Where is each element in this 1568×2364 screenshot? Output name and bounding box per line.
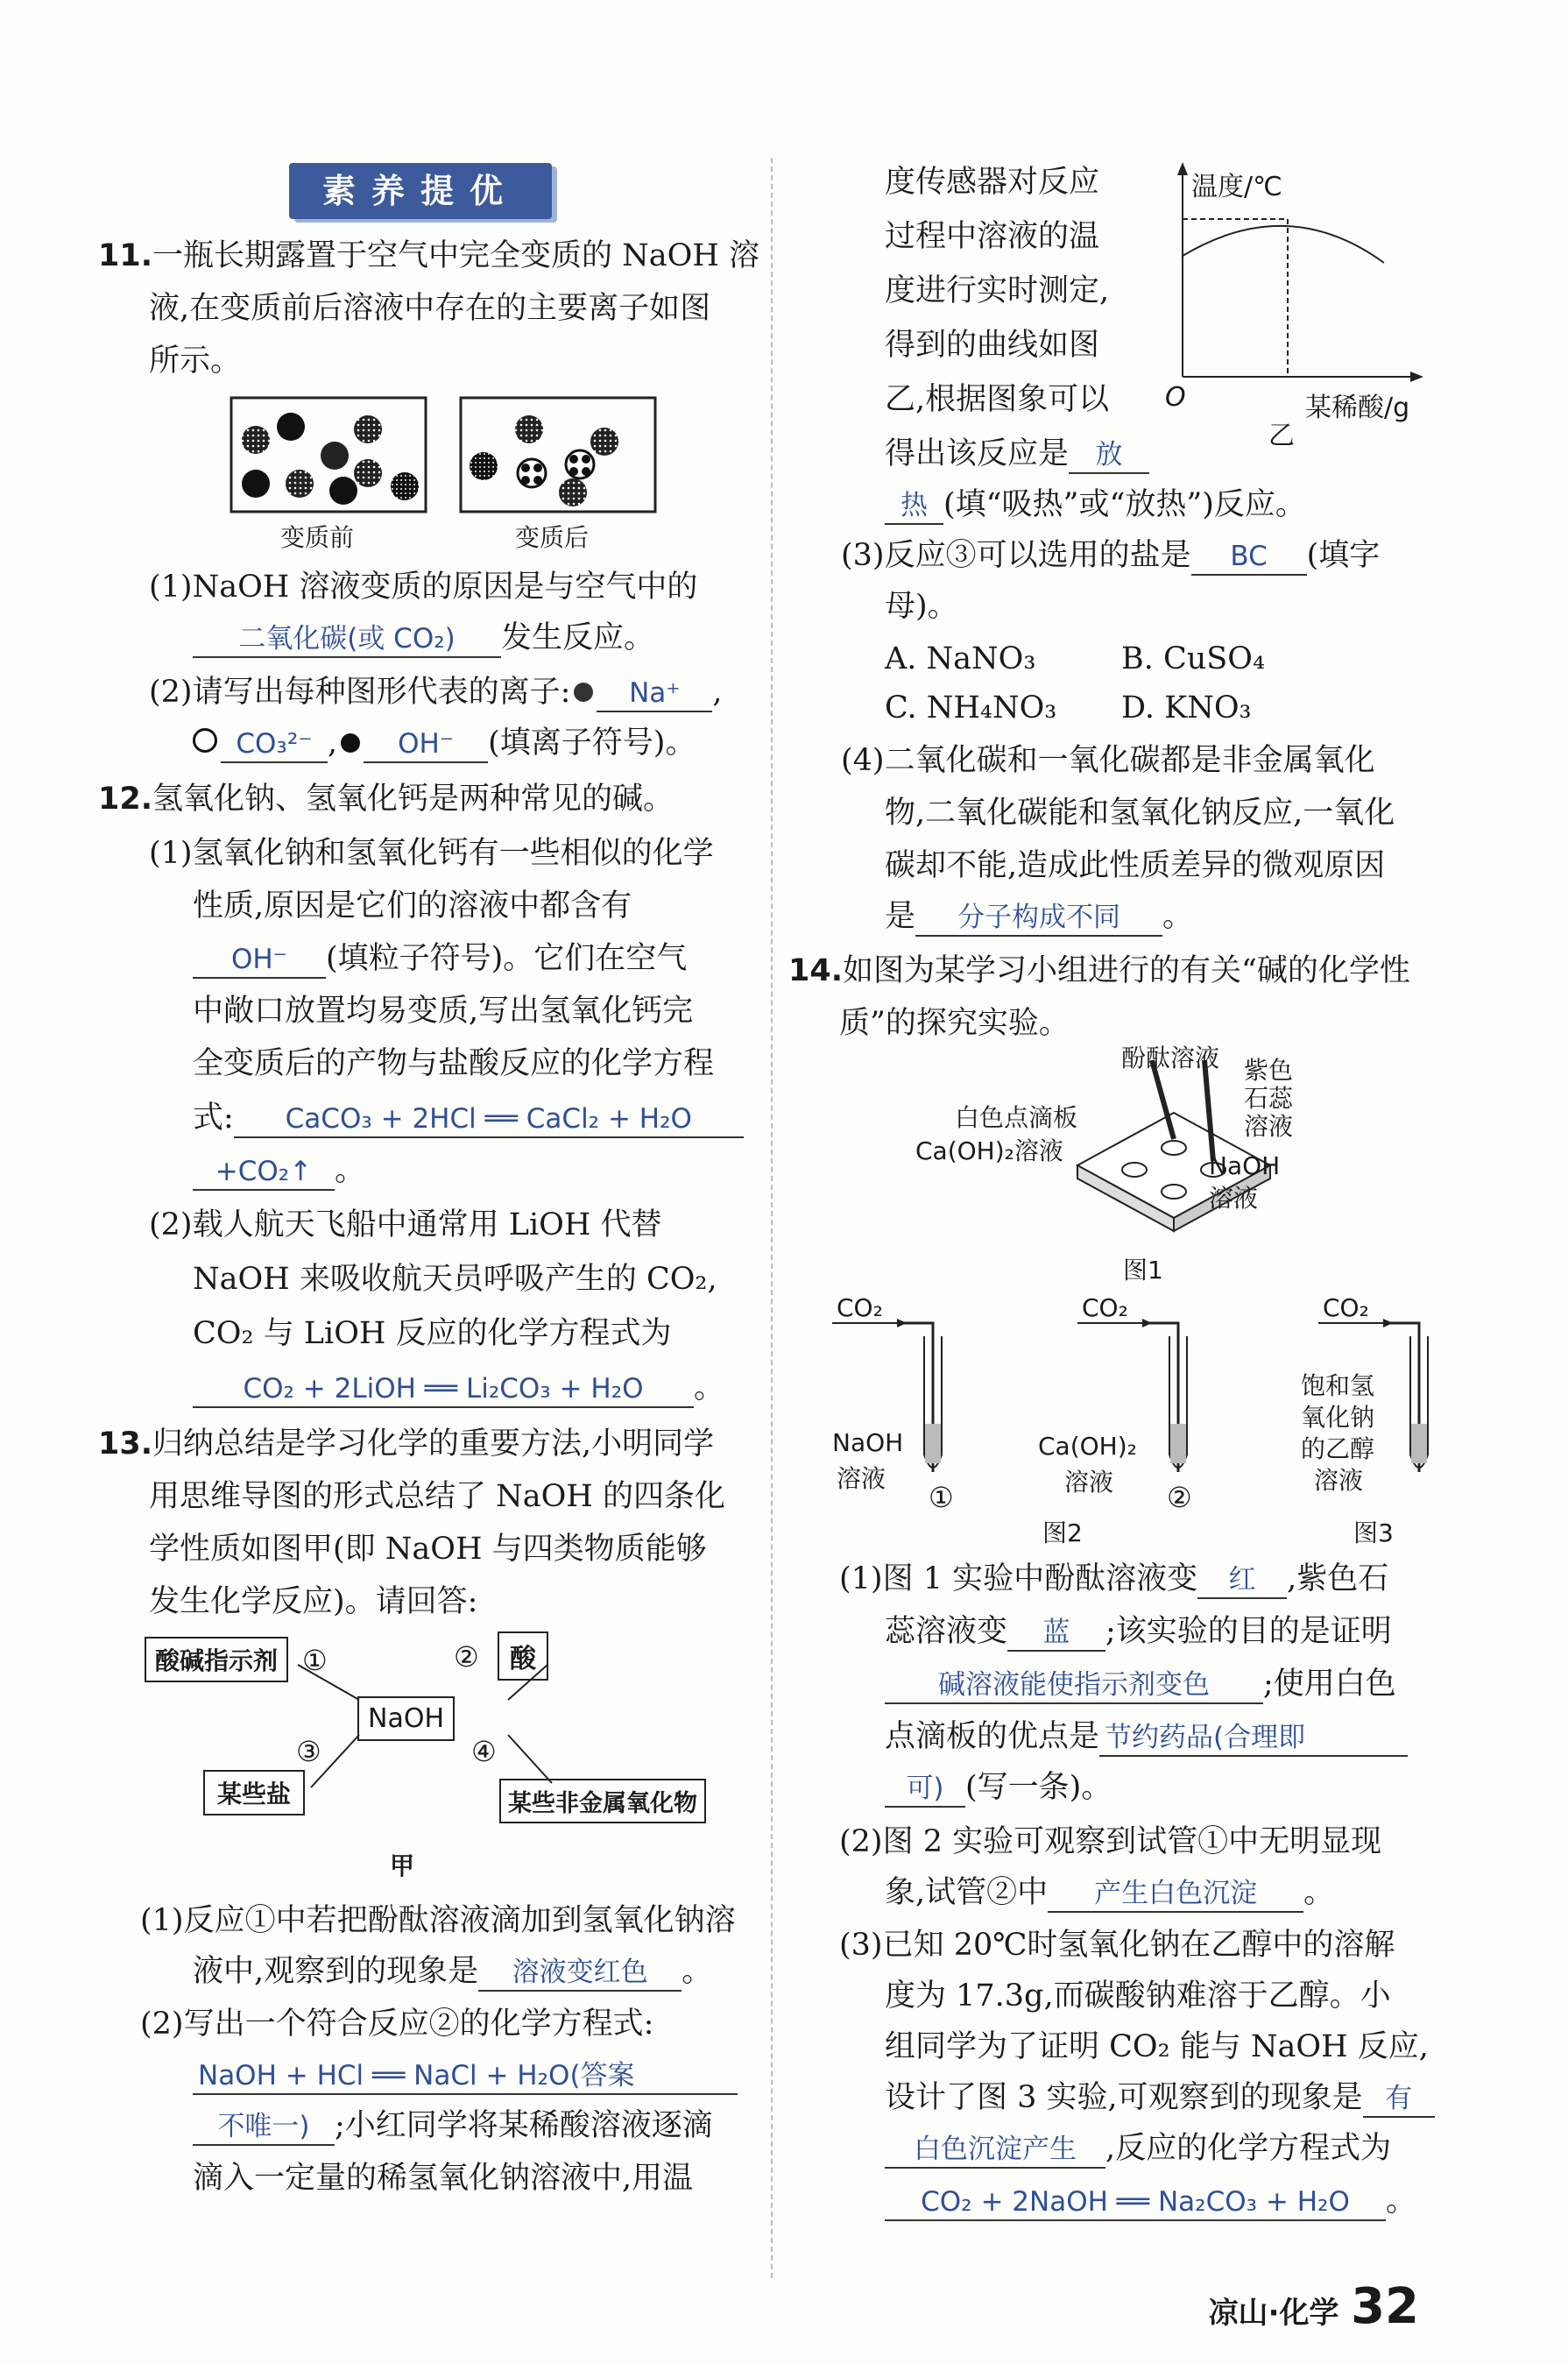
footer-subject: 化学 xyxy=(1279,2296,1339,2331)
q14-stem-l1 xyxy=(788,952,1410,990)
fig-after-label: 变质后 xyxy=(515,523,590,552)
mind-num-1: ① xyxy=(302,1644,328,1677)
q13-right-l5: 乙,根据图象可以 xyxy=(885,382,1110,417)
graph-ylabel: 温度/℃ xyxy=(1191,172,1282,202)
tube3-label-1: 饱和氢 xyxy=(1301,1371,1375,1400)
mind-num-4: ④ xyxy=(471,1735,497,1768)
node-oxide: 某些非金属氧化物 xyxy=(499,1779,706,1823)
q14-p3-text2: ,反应的化学方程式为 xyxy=(1105,2131,1392,2166)
q12-p2-l4: CO₂ + 2LiOH ══ Li₂CO₃ + H₂O 。 xyxy=(193,1369,724,1408)
q11-stem-line1 xyxy=(98,237,759,275)
footer-region: 凉山 xyxy=(1208,2296,1268,2331)
q11-p1: (1)NaOH 溶液变质的原因是与空气中的 xyxy=(149,570,698,605)
dotted-circle-icon xyxy=(193,728,217,753)
q12-p1-equation: CaCO₃ + 2HCl ══ CaCl₂ + H₂O xyxy=(234,1101,744,1138)
hatched-circle-icon xyxy=(574,683,593,702)
fig2-caption: 图2 xyxy=(1042,1518,1083,1547)
q14-p2-text: 象,试管②中 xyxy=(885,1875,1049,1910)
q12-p2-l2: NaOH 来吸收航天员呼吸产生的 CO₂, xyxy=(193,1262,717,1297)
q13-p1-answer: 溶液变红色 xyxy=(478,1955,682,1992)
q11-p2-tail: (填离子符号)。 xyxy=(488,725,696,761)
q13-p4-l3: 碳却不能,造成此性质差异的微观原因 xyxy=(885,848,1386,883)
q13-right-text: 得出该反应是 xyxy=(885,436,1070,471)
q12-p2-l3: CO₂ 与 LiOH 反应的化学方程式为 xyxy=(193,1316,672,1351)
q14-p3-l5 xyxy=(885,2129,1391,2169)
label-litmus-3: 溶液 xyxy=(1244,1112,1294,1141)
q13-p4-l2: 物,二氧化碳能和氢氧化钠反应,一氧化 xyxy=(885,796,1395,831)
q13-p2-cont: ;小红同学将某稀酸溶液逐滴 xyxy=(335,2108,713,2143)
fig-before-label: 变质前 xyxy=(280,523,355,552)
q12-p2-answer: CO₂ + 2LiOH ══ Li₂CO₃ + H₂O xyxy=(193,1371,694,1408)
option-b: B. CuSO₄ xyxy=(1121,641,1265,676)
q13-p1-text: 液中,观察到的现象是 xyxy=(193,1954,479,1989)
q13-right-l2: 过程中溶液的温 xyxy=(885,219,1100,254)
q14-p1-text3: 蕊溶液变 xyxy=(885,1614,1008,1649)
q13-number: 13. xyxy=(98,1426,153,1462)
q14-p1-text2: ,紫色石 xyxy=(1287,1561,1389,1596)
graph-origin: O xyxy=(1165,382,1186,413)
q14-p3-l1: (3)已知 20℃时氢氧化钠在乙醇中的溶解 xyxy=(839,1928,1395,1963)
q14-p1-text4: ;该实验的目的是证明 xyxy=(1105,1614,1392,1649)
label-naoh-sol: 溶液 xyxy=(1209,1184,1259,1213)
q11-stem-line3: 所示。 xyxy=(149,343,242,379)
tube3-label-4: 溶液 xyxy=(1314,1466,1364,1495)
fig3-caption: 图3 xyxy=(1353,1518,1394,1547)
option-a: A. NaNO₃ xyxy=(885,641,1036,676)
q14-p3-l2: 度为 17.3g,而碳酸钠难溶于乙醇。小 xyxy=(885,1978,1391,2014)
after-ions xyxy=(470,415,618,506)
q13-right-answer-cont: 热 xyxy=(885,488,943,525)
ion-figure xyxy=(230,396,667,519)
q13-stem-l3: 学性质如图甲(即 NaOH 与四类物质能够 xyxy=(149,1532,707,1567)
q13-right-answer: 放 xyxy=(1069,437,1149,474)
q13-p3-answer: BC xyxy=(1191,539,1307,576)
q14-p3-answer1: 有 xyxy=(1363,2081,1435,2118)
q12-p1-l1: (1)氢氧化钠和氢氧化钙有一些相似的化学 xyxy=(149,836,714,871)
q12-p2-l1: (2)载人航天飞船中通常用 LiOH 代替 xyxy=(149,1207,662,1242)
q14-p2-answer: 产生白色沉淀 xyxy=(1048,1876,1303,1913)
q14-p1-answer1: 红 xyxy=(1197,1562,1287,1599)
node-indicator: 酸碱指示剂 xyxy=(145,1637,288,1682)
q12-p1-answer: OH⁻ xyxy=(193,942,326,979)
q13-p2-l1: (2)写出一个符合反应②的化学方程式: xyxy=(140,2007,654,2042)
q14-p1-answer3: 碱溶液能使指示剂变色 xyxy=(885,1667,1263,1704)
q11-p2-answer2: CO₃²⁻ xyxy=(221,726,328,763)
section-title: 素养提优 xyxy=(289,163,552,219)
q12-p1-cont: (填粒子符号)。它们在空气 xyxy=(326,941,688,976)
q11-p2-text: (2)请写出每种图形代表的离子: xyxy=(149,675,571,710)
q14-p2-l1: (2)图 2 实验可观察到试管①中无明显现 xyxy=(839,1824,1382,1859)
q14-p1-text7: (写一条)。 xyxy=(965,1770,1112,1805)
graph-xlabel: 某稀酸/g xyxy=(1305,393,1410,423)
q14-p1-l2 xyxy=(885,1612,1392,1652)
q14-p3-text: 设计了图 3 实验,可观察到的现象是 xyxy=(885,2080,1363,2115)
q13-right-l4: 得到的曲线如图 xyxy=(885,328,1100,363)
footer-dot: · xyxy=(1268,2296,1280,2331)
q13-p2-l2 xyxy=(193,2056,738,2095)
q14-p2-l2: 象,试管②中 产生白色沉淀 。 xyxy=(885,1873,1334,1913)
q13-p3-text: (3)反应③可以选用的盐是 xyxy=(841,538,1191,573)
tube3-label-2: 氧化钠 xyxy=(1301,1403,1375,1432)
q13-right-tail: (填“吸热”或“放热”)反应。 xyxy=(943,487,1306,522)
q11-p2: (2)请写出每种图形代表的离子: Na⁺ , xyxy=(149,673,723,712)
q14-p3-l3: 组同学为了证明 CO₂ 能与 NaOH 反应, xyxy=(885,2029,1429,2064)
q13-stem-l2: 用思维导图的形式总结了 NaOH 的四条化 xyxy=(149,1479,725,1514)
q11-p1-tail: 发生反应。 xyxy=(501,620,655,655)
node-acid: 酸 xyxy=(498,1631,548,1681)
q13-p4-answer: 分子构成不同 xyxy=(915,900,1162,937)
q14-stem-l2: 质”的探究实验。 xyxy=(839,1006,1070,1041)
q12-p1-l6 xyxy=(193,1099,744,1138)
fig1-caption: 图1 xyxy=(1123,1256,1163,1285)
co2-label-1: CO₂ xyxy=(837,1293,883,1322)
label-phenolphthalein: 酚酞溶液 xyxy=(1121,1044,1220,1072)
q13-p2-l4: 滴入一定量的稀氢氧化钠溶液中,用温 xyxy=(193,2161,694,2196)
q12-p1-l3 xyxy=(193,939,687,979)
black-circle-icon xyxy=(341,733,360,753)
q13-right-l1: 度传感器对反应 xyxy=(885,165,1100,200)
q13-right-l3: 度进行实时测定, xyxy=(885,273,1110,308)
q14-p3-l6: CO₂ + 2NaOH ══ Na₂CO₃ + H₂O 。 xyxy=(885,2182,1416,2221)
page-number: 32 xyxy=(1351,2278,1419,2335)
tube1-label-2: 溶液 xyxy=(837,1464,886,1493)
q12-stem-text: 氢氧化钠、氢氧化钙是两种常见的碱。 xyxy=(152,782,675,817)
q14-p3-answer2: CO₂ + 2NaOH ══ Na₂CO₃ + H₂O xyxy=(885,2184,1386,2221)
column-divider xyxy=(771,158,773,2278)
graph-caption: 乙 xyxy=(1268,421,1295,451)
q11-number: 11. xyxy=(98,238,153,273)
label-litmus-2: 石蕊 xyxy=(1244,1084,1294,1113)
label-spot-plate: 白色点滴板 xyxy=(955,1103,1078,1132)
q13-p4-prefix: 是 xyxy=(885,899,916,934)
before-ions xyxy=(242,413,419,505)
q13-p4-l1: (4)二氧化碳和一氧化碳都是非金属氧化 xyxy=(841,743,1375,778)
q13-p2-answer-cont: 不唯一) xyxy=(193,2109,335,2146)
co2-label-2: CO₂ xyxy=(1082,1293,1128,1322)
q14-p1-answer2: 蓝 xyxy=(1007,1615,1105,1652)
q11-p1-answer: 二氧化碳(或 CO₂) xyxy=(193,621,501,658)
mind-map-caption: 甲 xyxy=(390,1851,415,1880)
mind-num-3: ③ xyxy=(296,1735,321,1768)
q13-p2-answer: NaOH + HCl ══ NaCl + H₂O(答案 xyxy=(193,2058,738,2095)
tube2-label-1: Ca(OH)₂ xyxy=(1038,1432,1137,1461)
mind-num-2: ② xyxy=(454,1640,479,1674)
q13-stem-l1 xyxy=(98,1425,714,1463)
q13-p4-l4: 是 分子构成不同 。 xyxy=(885,897,1193,937)
tube1-label-1: NaOH xyxy=(832,1428,904,1457)
q14-p1-l1 xyxy=(839,1560,1388,1599)
q13-p1-l1: (1)反应①中若把酚酞溶液滴加到氢氧化钠溶 xyxy=(140,1903,736,1938)
q14-p1-l3 xyxy=(885,1665,1396,1704)
node-naoh: NaOH xyxy=(357,1696,455,1741)
q12-p1-l4: 中敞口放置均易变质,写出氢氧化钙完 xyxy=(193,994,694,1029)
tube1-number: ① xyxy=(929,1481,954,1514)
label-caoh2: Ca(OH)₂溶液 xyxy=(915,1136,1063,1165)
q13-p1-l2: 液中,观察到的现象是 溶液变红色 。 xyxy=(193,1952,712,1992)
option-c: C. NH₄NO₃ xyxy=(885,690,1057,725)
q13-stem-l4: 发生化学反应)。请回答: xyxy=(149,1584,478,1619)
node-salt: 某些盐 xyxy=(203,1770,305,1815)
q14-p1-answer4: 节约药品(合理即 xyxy=(1099,1720,1408,1757)
q14-p1-text1: (1)图 1 实验中酚酞溶液变 xyxy=(839,1561,1198,1596)
label-litmus-1: 紫色 xyxy=(1244,1056,1294,1085)
q12-number: 12. xyxy=(98,782,153,817)
q14-stem-text1: 如图为某学习小组进行的有关“碱的化学性 xyxy=(843,953,1410,988)
q14-p3-l4 xyxy=(885,2078,1435,2118)
q13-p3-tail: (填字 xyxy=(1306,538,1381,573)
q14-p1-answer4-cont: 可) xyxy=(885,1771,965,1808)
option-d: D. KNO₃ xyxy=(1121,690,1252,725)
q11-stem-text1: 一瓶长期露置于空气中完全变质的 NaOH 溶 xyxy=(152,238,759,273)
q13-p3 xyxy=(841,536,1380,576)
q11-p2-cont: CO₃²⁻ , OH⁻ (填离子符号)。 xyxy=(193,724,696,763)
q14-p1-text5: ;使用白色 xyxy=(1263,1667,1396,1702)
q12-stem xyxy=(98,780,674,818)
q13-p2-l3 xyxy=(193,2106,713,2146)
q13-right-l7 xyxy=(885,485,1306,525)
q14-p1-l5 xyxy=(885,1768,1112,1808)
q13-stem-text1: 归纳总结是学习化学的重要方法,小明同学 xyxy=(152,1426,715,1462)
q12-p1-l5: 全变质后的产物与盐酸反应的化学方程 xyxy=(193,1046,715,1081)
q12-p1-equation-cont: +CO₂↑ xyxy=(193,1154,335,1191)
q11-stem-line2: 液,在变质前后溶液中存在的主要离子如图 xyxy=(149,291,711,326)
q14-p1-text6: 点滴板的优点是 xyxy=(885,1719,1100,1754)
q14-p1-l4 xyxy=(885,1717,1408,1757)
q14-number: 14. xyxy=(788,953,844,988)
co2-label-3: CO₂ xyxy=(1323,1293,1369,1322)
tube3-label-3: 的乙醇 xyxy=(1301,1434,1375,1463)
label-naoh: NaOH xyxy=(1209,1151,1281,1180)
page-footer xyxy=(1209,2278,1419,2335)
q13-right-l6 xyxy=(885,435,1149,474)
tube2-label-2: 溶液 xyxy=(1064,1468,1114,1497)
q14-p3-answer1-cont: 白色沉淀产生 xyxy=(885,2132,1105,2169)
tube2-number: ② xyxy=(1167,1481,1192,1514)
q12-p1-l2: 性质,原因是它们的溶液中都含有 xyxy=(193,888,632,924)
q12-p1-prefix: 式: xyxy=(193,1101,234,1136)
q12-p1-l7: +CO₂↑ 。 xyxy=(193,1151,365,1191)
q11-p2-answer3: OH⁻ xyxy=(364,726,488,763)
q13-p3-cont: 母)。 xyxy=(885,589,958,624)
q11-p1-cont xyxy=(193,619,654,658)
q11-p2-answer1: Na⁺ xyxy=(597,676,712,712)
